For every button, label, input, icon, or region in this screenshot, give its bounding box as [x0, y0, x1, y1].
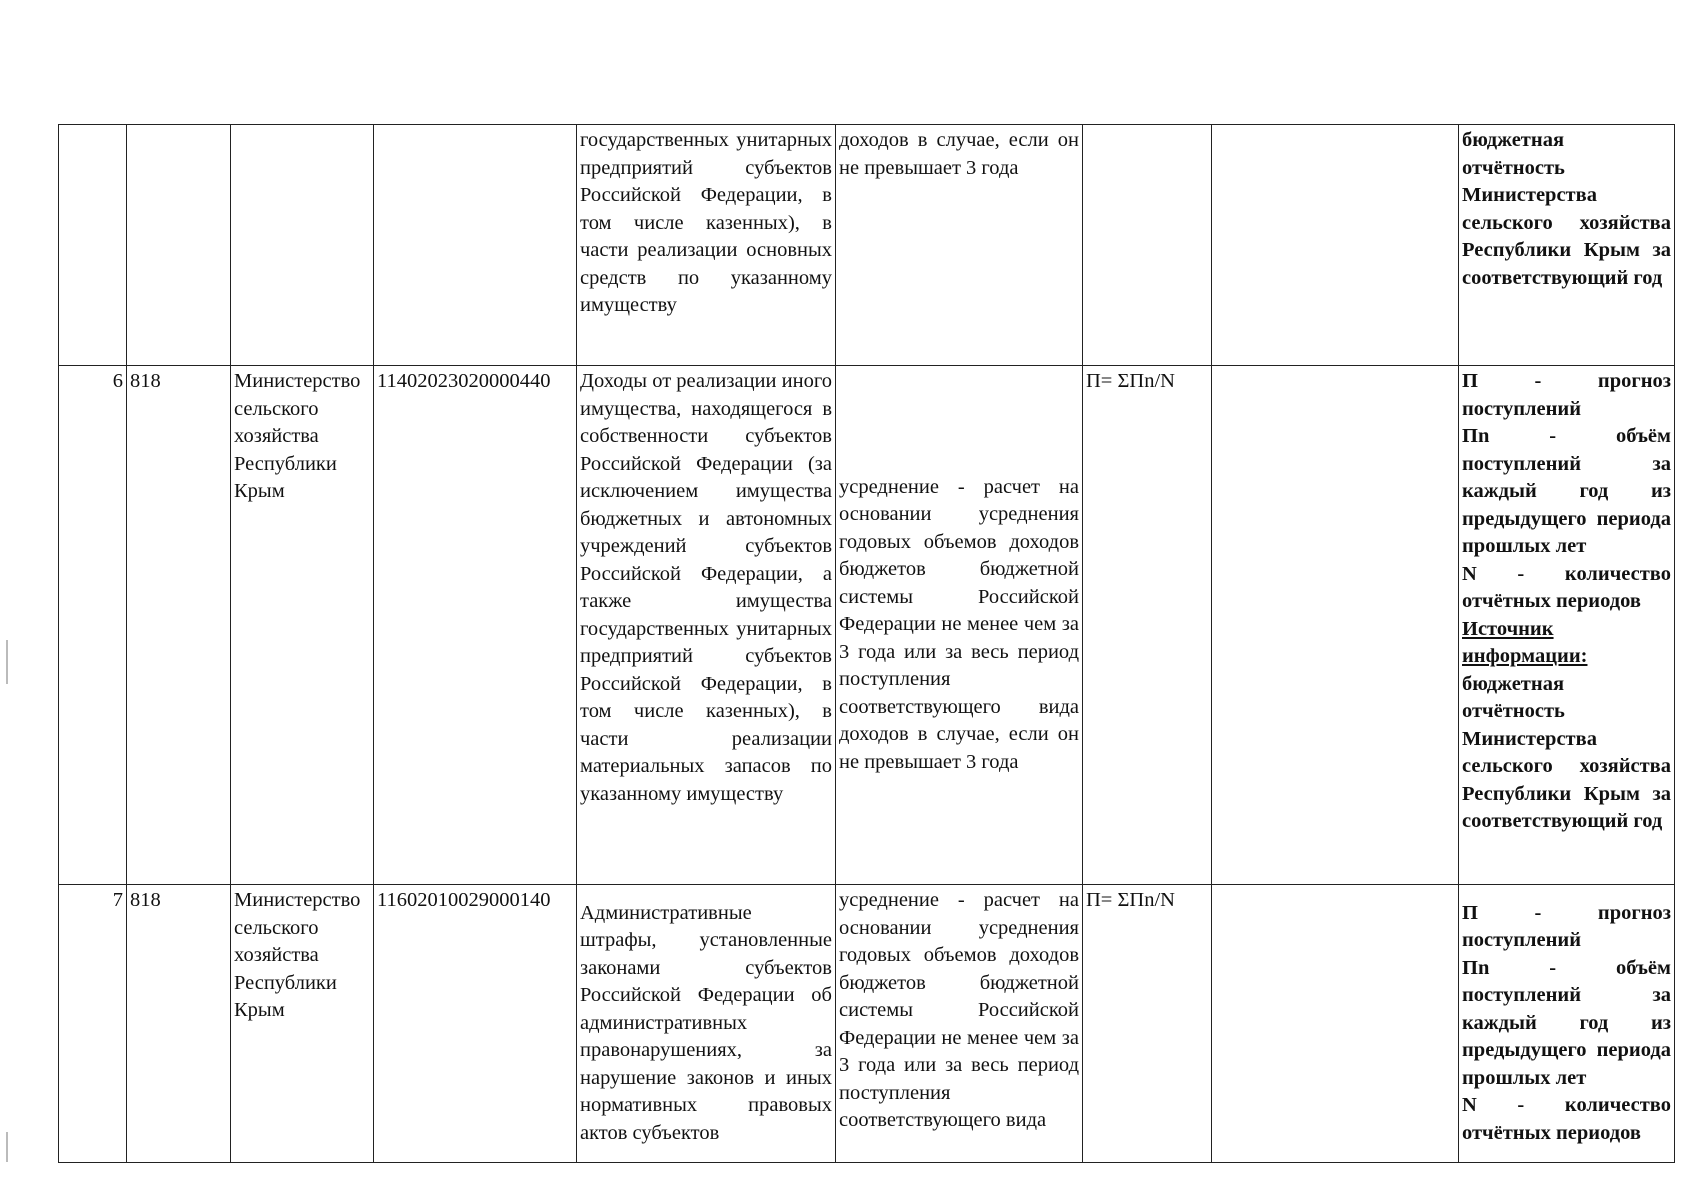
administrator-name: Министерство сельского хозяйства Республики Крым: [231, 885, 374, 1163]
basis-line: П - прогноз поступлений: [1462, 370, 1671, 420]
budget-classification-code: [374, 125, 577, 366]
basis-line: Пn - объём поступлений за каждый год из предыдущего периода прошлых лет: [1462, 956, 1671, 1089]
row-number: 7: [59, 885, 127, 1163]
table-row: [59, 885, 1675, 1163]
forecast-formula: П= ΣПn/N: [1083, 366, 1212, 885]
revenue-name: Административные штрафы, установленные законами субъектов Российской Федерации об административных правонарушениях, за нарушение законов и иных нормативных правовых актов субъектов: [577, 885, 836, 1163]
budget-classification-code: 11602010029000140: [374, 885, 577, 1163]
formula-description: [1459, 885, 1675, 1163]
empty-cell: [1212, 366, 1459, 885]
forecast-formula: П= ΣПn/N: [1083, 885, 1212, 1163]
basis-line: N - количество отчётных периодов: [1462, 562, 1671, 612]
formula-description: [1459, 125, 1675, 366]
row-number: 6: [59, 366, 127, 885]
admin-code: 818: [127, 366, 231, 885]
forecast-method: доходов в случае, если он не превышает 3 года: [836, 125, 1083, 366]
row-number: [59, 125, 127, 366]
basis-source-heading: Источник информации:: [1462, 617, 1588, 667]
basis-line: бюджетная отчётность Министерства сельского хозяйства Республики Крым за соответствующий год: [1462, 129, 1671, 289]
formula-description: [1459, 366, 1675, 885]
basis-line: бюджетная отчётность Министерства сельского хозяйства Республики Крым за соответствующий год: [1462, 672, 1671, 832]
forecast-method: усреднение - расчет на основании усреднения годовых объемов доходов бюджетов бюджетной системы Российской Федерации не менее чем за 3 года или за весь период поступления соответствующего вида: [836, 885, 1083, 1163]
admin-code: [127, 125, 231, 366]
scan-artifact: [6, 640, 8, 684]
forecast-method: усреднение - расчет на основании усреднения годовых объемов доходов бюджетов бюджетной системы Российской Федерации не менее чем за 3 года или за весь период поступления соответствующего вида доходов в случае, если он не превышает 3 года: [836, 366, 1083, 885]
table-row: [59, 366, 1675, 885]
administrator-name: [231, 125, 374, 366]
revenue-name: Доходы от реализации иного имущества, находящегося в собственности субъектов Российской Федерации (за исключением имущества бюджетных и автономных учреждений субъектов Российской Федерации, а также имущества государственных унитарных предприятий субъектов Российской Федерации, в том числе казенных), в части реализации материальных запасов по указанному имуществу: [577, 366, 836, 885]
administrator-name: Министерство сельского хозяйства Республики Крым: [231, 366, 374, 885]
basis-line: П - прогноз поступлений: [1462, 901, 1671, 952]
basis-line: Пn - объём поступлений за каждый год из предыдущего периода прошлых лет: [1462, 425, 1671, 557]
table-row: [59, 125, 1675, 366]
revenue-name: государственных унитарных предприятий субъектов Российской Федерации, в том числе казенных), в части реализации основных средств по указанному имуществу: [577, 125, 836, 366]
revenue-forecast-table: [58, 124, 1675, 1163]
budget-classification-code: 11402023020000440: [374, 366, 577, 885]
empty-cell: [1212, 885, 1459, 1163]
forecast-formula: [1083, 125, 1212, 366]
empty-cell: [1212, 125, 1459, 366]
admin-code: 818: [127, 885, 231, 1163]
basis-line: N - количество отчётных периодов: [1462, 1094, 1671, 1144]
scan-artifact: [6, 1132, 8, 1162]
